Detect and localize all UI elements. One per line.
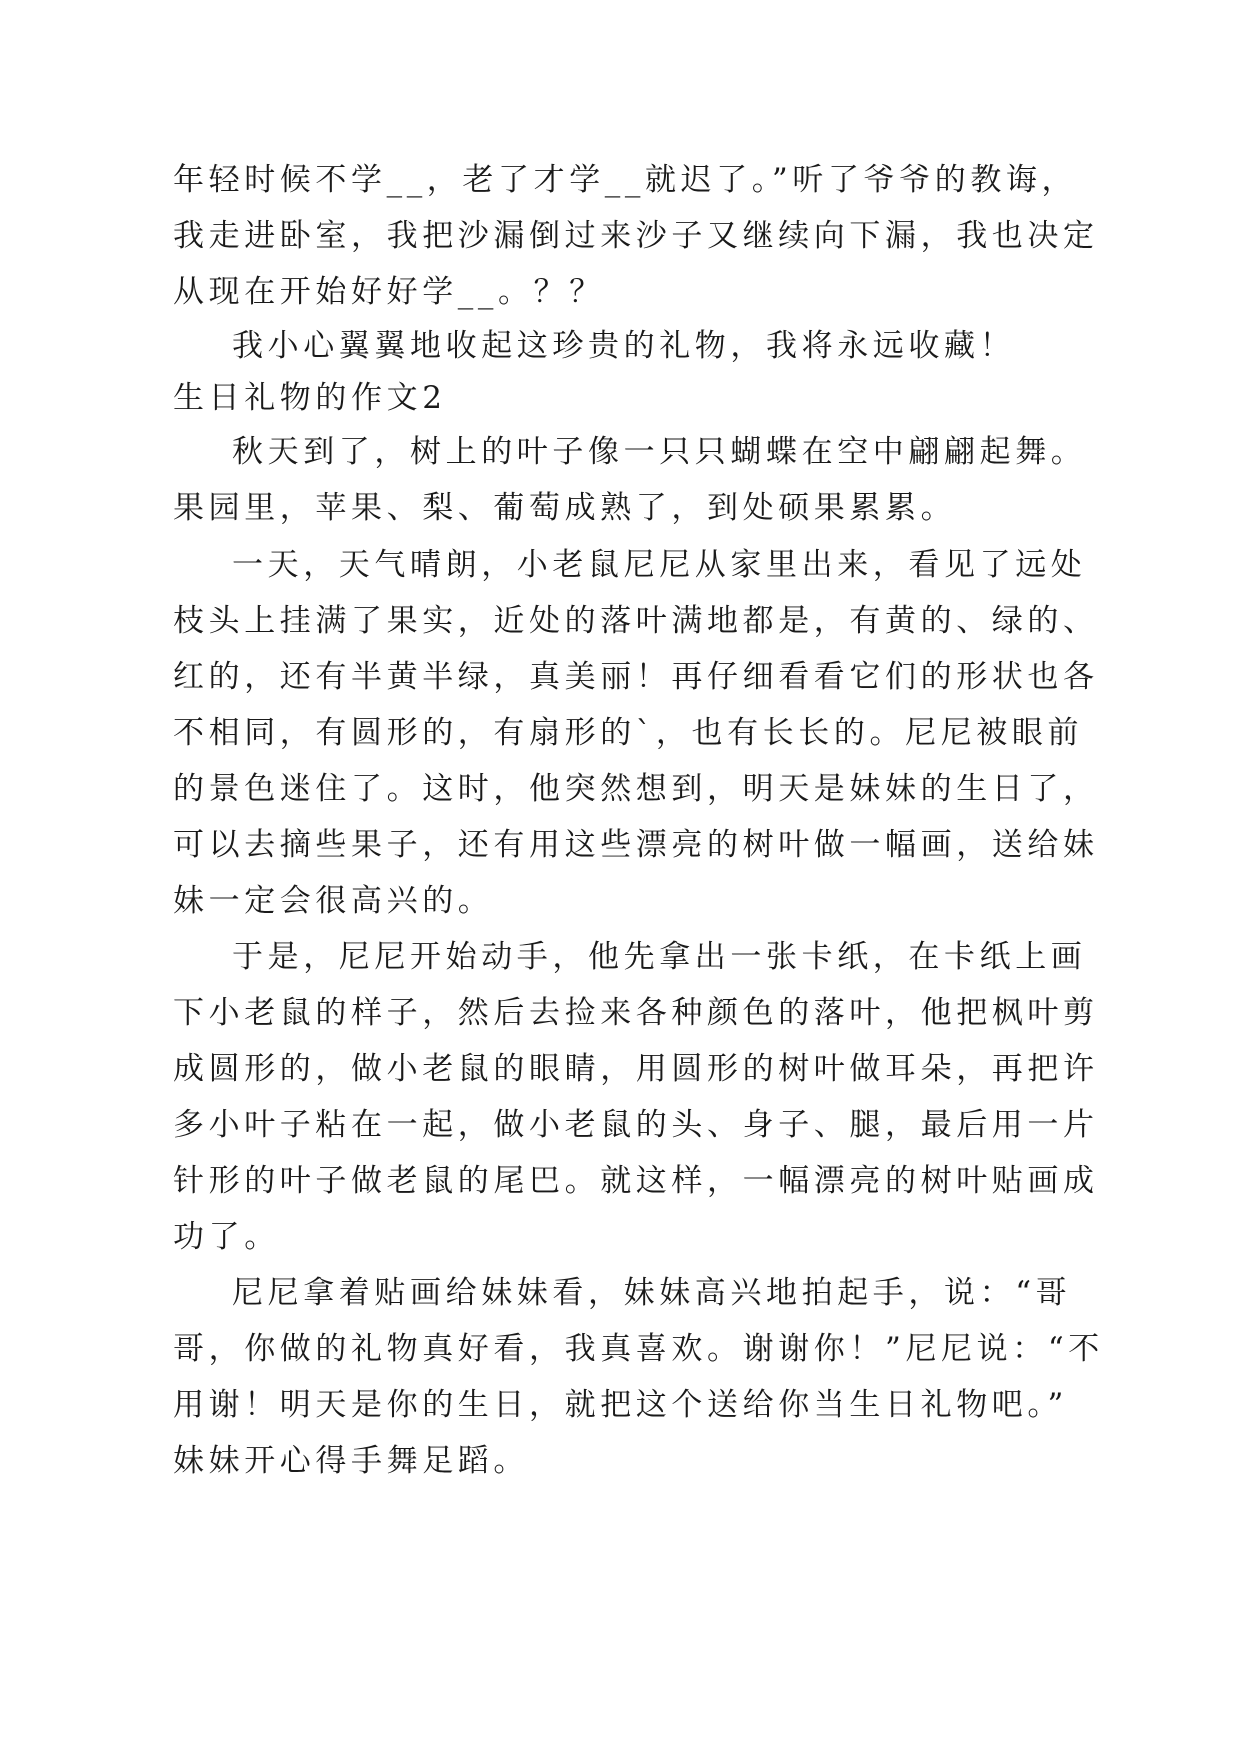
paragraph-start: 秋天到了，树上的叶子像一只只蝴蝶在空中翩翩起舞。 <box>232 434 1087 470</box>
text-line: 多小叶子粘在一起，做小老鼠的头、身子、腿，最后用一片 <box>173 1107 1099 1143</box>
text-line: 针形的叶子做老鼠的尾巴。就这样，一幅漂亮的树叶贴画成 <box>173 1163 1099 1199</box>
paragraph-start: 于是，尼尼开始动手，他先拿出一张卡纸，在卡纸上画 <box>232 939 1087 975</box>
text-line: 妹一定会很高兴的。 <box>173 883 494 919</box>
text-line: 果园里，苹果、梨、葡萄成熟了，到处硕果累累。 <box>173 490 957 526</box>
text-line: 从现在开始好好学__。？？ <box>173 274 605 310</box>
text-line: 哥，你做的礼物真好看，我真喜欢。谢谢你！”尼尼说：“不 <box>173 1331 1104 1367</box>
paragraph-start: 尼尼拿着贴画给妹妹看，妹妹高兴地拍起手，说：“哥 <box>232 1275 1072 1311</box>
text-line: 枝头上挂满了果实，近处的落叶满地都是，有黄的、绿的、 <box>173 603 1099 639</box>
section-heading: 生日礼物的作文2 <box>173 380 447 416</box>
text-line: 下小老鼠的样子，然后去捡来各种颜色的落叶，他把枫叶剪 <box>173 995 1099 1031</box>
text-line: 不相同，有圆形的，有扇形的`，也有长长的。尼尼被眼前 <box>173 715 1084 751</box>
text-line: 可以去摘些果子，还有用这些漂亮的树叶做一幅画，送给妹 <box>173 827 1099 863</box>
paragraph-start: 我小心翼翼地收起这珍贵的礼物，我将永远收藏！ <box>232 328 1016 364</box>
text-line: 红的，还有半黄半绿，真美丽！再仔细看看它们的形状也各 <box>173 659 1099 695</box>
text-line: 用谢！明天是你的生日，就把这个送给你当生日礼物吧。” <box>173 1387 1068 1423</box>
text-line: 成圆形的，做小老鼠的眼睛，用圆形的树叶做耳朵，再把许 <box>173 1051 1099 1087</box>
text-line: 年轻时候不学__，老了才学__就迟了。”听了爷爷的教诲， <box>173 162 1078 198</box>
paragraph-start: 一天，天气晴朗，小老鼠尼尼从家里出来，看见了远处 <box>232 547 1087 583</box>
text-line: 的景色迷住了。这时，他突然想到，明天是妹妹的生日了， <box>173 771 1099 807</box>
text-line: 功了。 <box>173 1219 280 1255</box>
text-line: 妹妹开心得手舞足蹈。 <box>173 1443 529 1479</box>
text-line: 我走进卧室，我把沙漏倒过来沙子又继续向下漏，我也决定 <box>173 218 1099 254</box>
